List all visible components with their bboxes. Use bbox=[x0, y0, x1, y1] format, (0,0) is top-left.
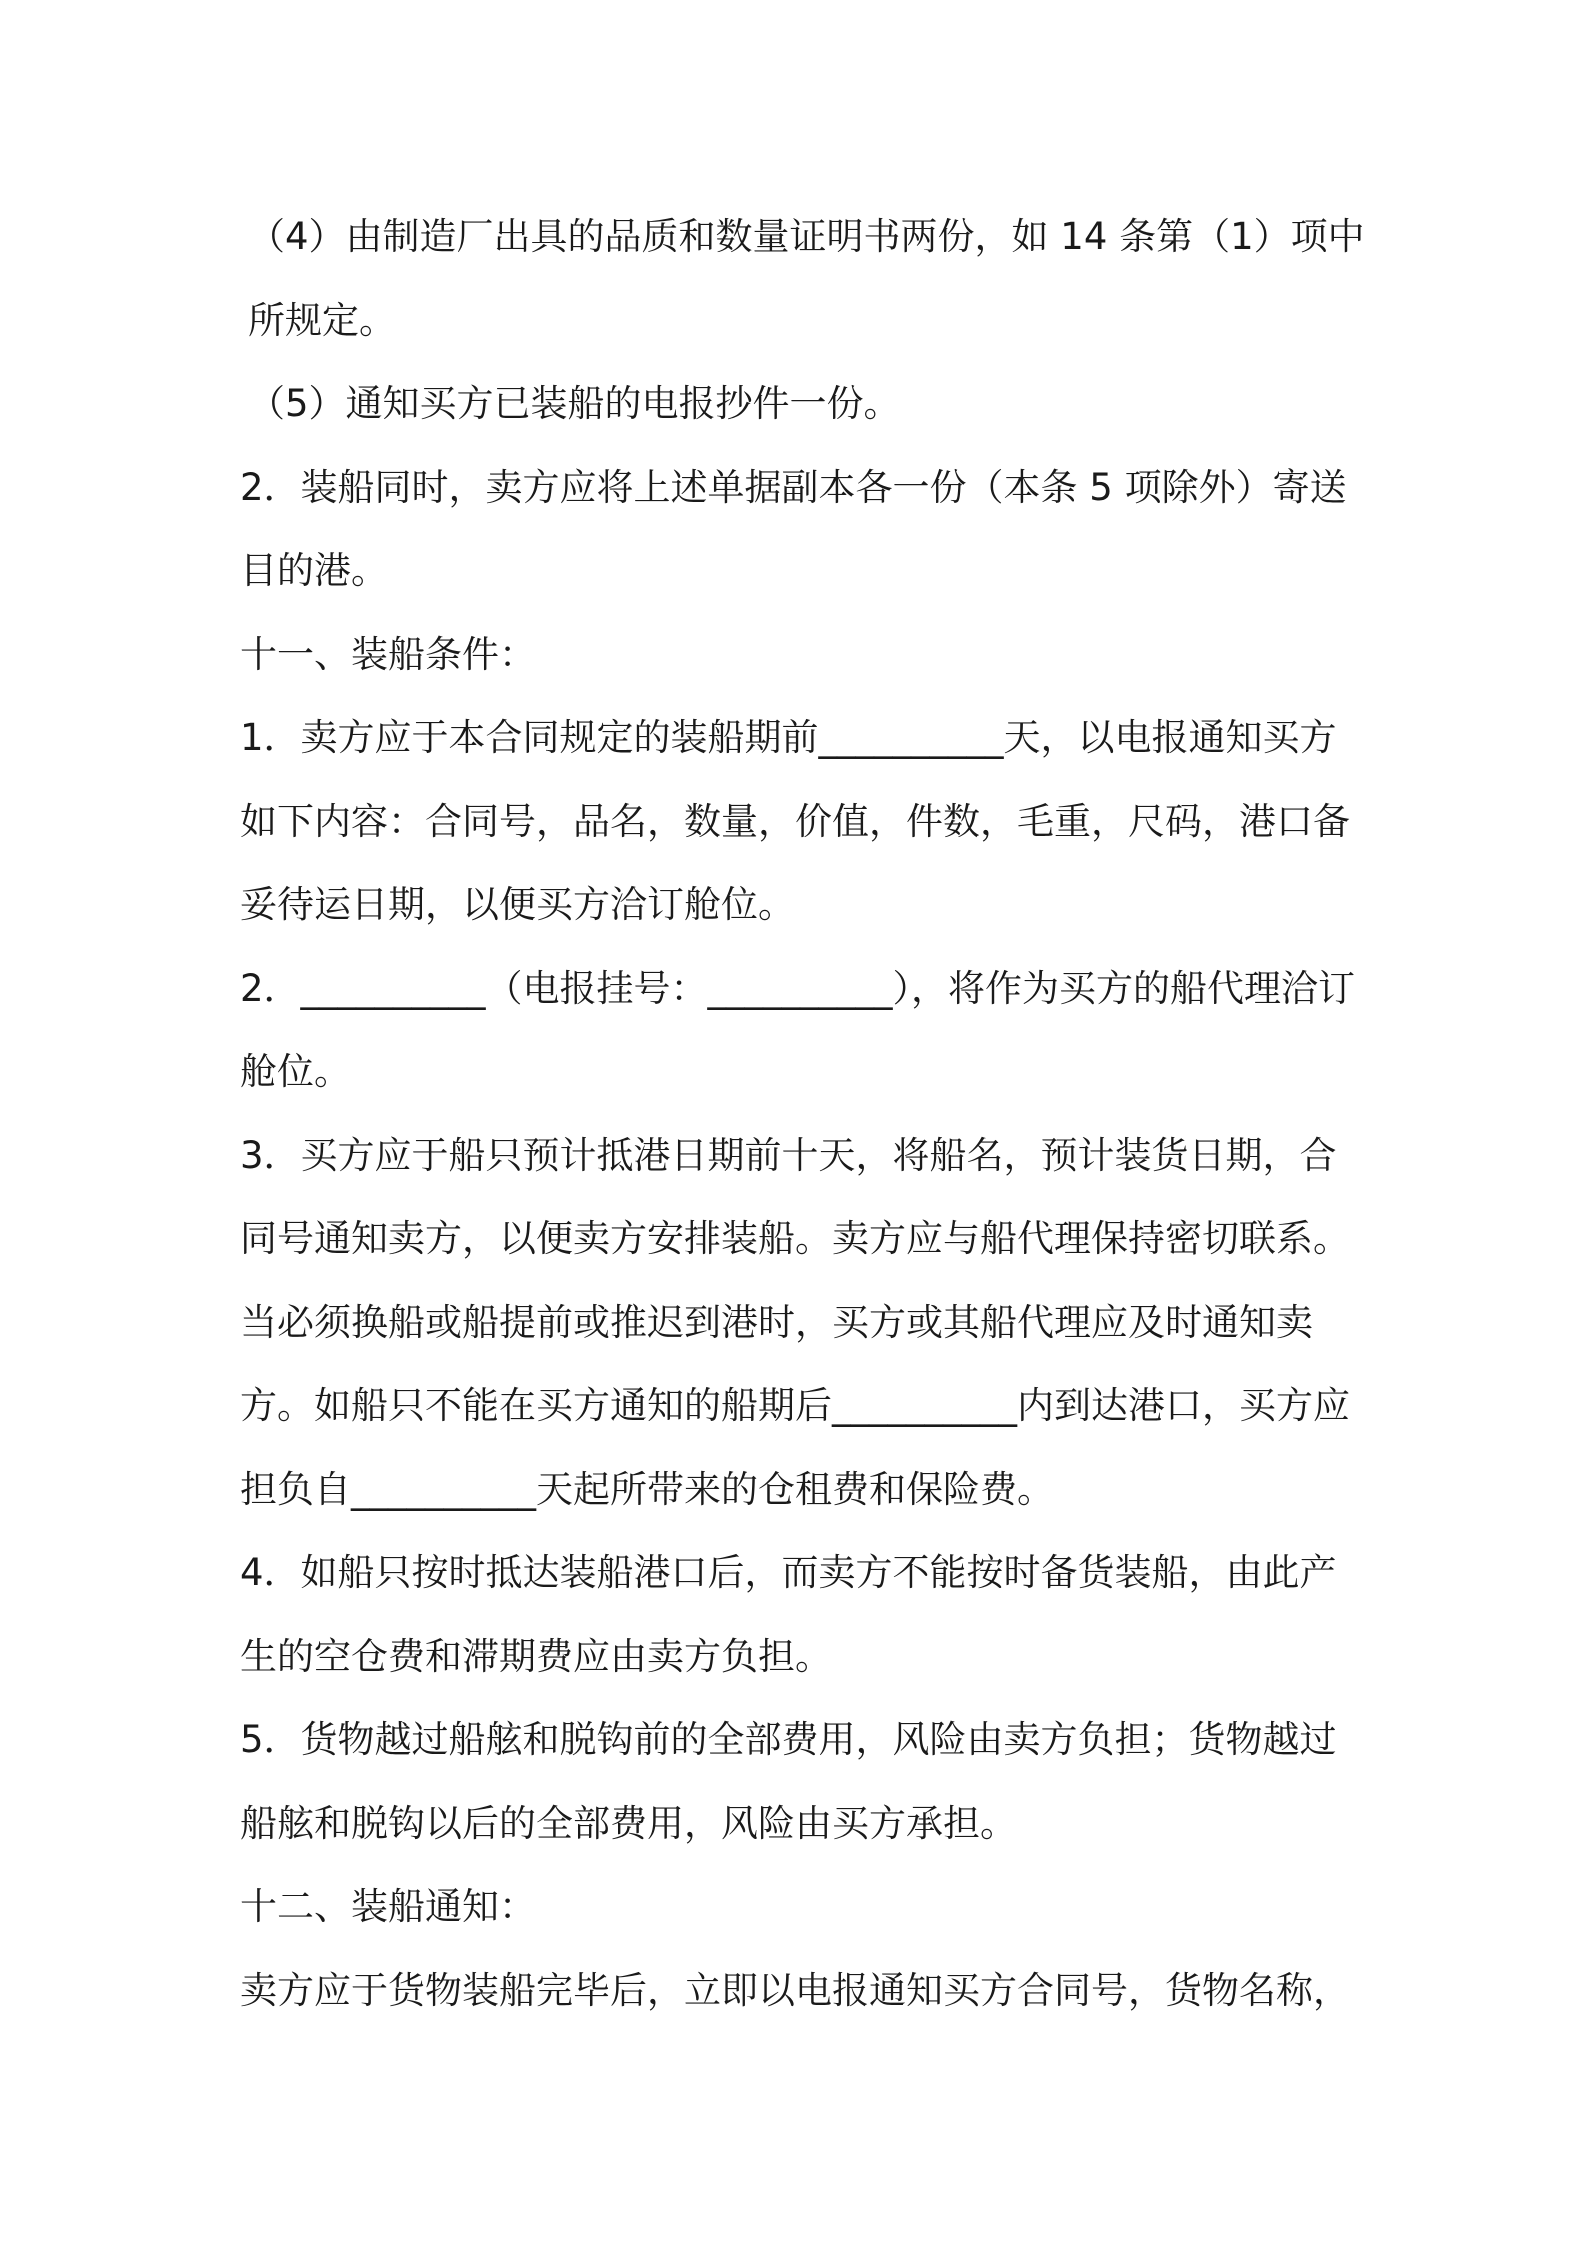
section-heading-shipping-notice: 十二、装船通知： bbox=[240, 1885, 536, 1928]
paragraph-shipping-condition-3: 3．买方应于船只预计抵港日期前十天，将船名，预计装货日期，合同号通知卖方，以便卖方安排装船。卖方应与船代理保持密切联系。当必须换船或船提前或推迟到港时，买方或其船代理应及时通知卖方。如船只不能在买方通知的船期后__________内到达港口，买方应担负自__________天起所带来的仓租费和保险费。 bbox=[240, 1133, 1350, 1511]
paragraph-shipping-notice: 卖方应于货物装船完毕后，立即以电报通知买方合同号，货物名称， bbox=[240, 1968, 1350, 2012]
paragraph-shipping-condition-2: 2．__________（电报挂号：__________），将作为买方的船代理洽订舱位。 bbox=[240, 966, 1356, 1093]
paragraph-item-5-telegram-copy: （5）通知买方已装船的电报抄件一份。 bbox=[248, 382, 901, 425]
paragraph-shipping-condition-4: 4．如船只按时抵达装船港口后，而卖方不能按时备货装船，由此产生的空仓费和滞期费应由卖方负担。 bbox=[240, 1551, 1337, 1678]
paragraph-shipping-condition-5: 5．货物越过船舷和脱钩前的全部费用，风险由卖方负担；货物越过船舷和脱钩以后的全部费用，风险由买方承担。 bbox=[240, 1718, 1337, 1845]
paragraph-clause-2-document-copies: 2．装船同时，卖方应将上述单据副本各一份（本条 5 项除外）寄送目的港。 bbox=[240, 465, 1347, 592]
section-heading-shipping-conditions: 十一、装船条件： bbox=[240, 632, 536, 676]
paragraph-item-4-quality-certificate: （4）由制造厂出具的品质和数量证明书两份，如 14 条第（1）项中所规定。 bbox=[248, 215, 1365, 342]
paragraph-shipping-condition-1: 1．卖方应于本合同规定的装船期前__________天，以电报通知买方如下内容：合同号，品名，数量，价值，件数，毛重，尺码，港口备妥待运日期，以便买方洽订舱位。 bbox=[240, 716, 1350, 926]
document-body bbox=[240, 195, 1370, 2032]
